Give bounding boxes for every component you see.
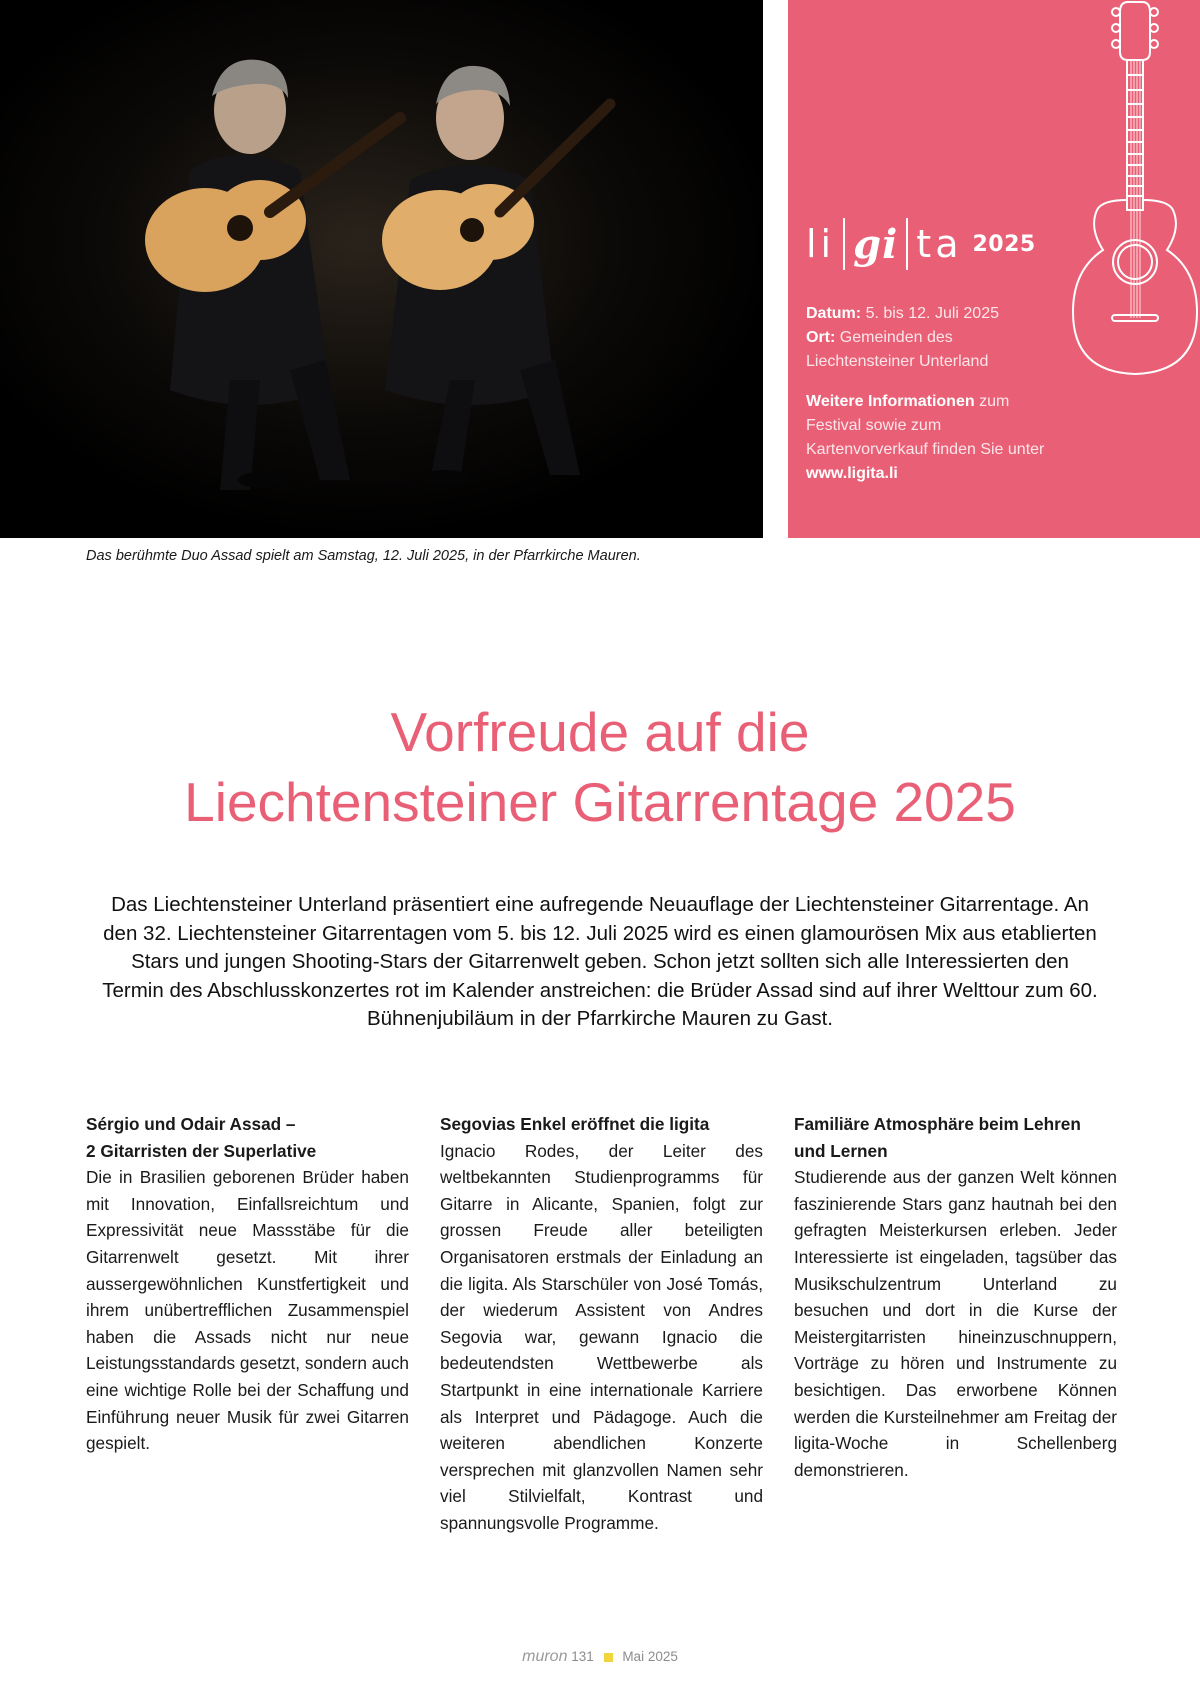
- article-column-1: [86, 1111, 409, 1457]
- column-heading: [794, 1111, 1117, 1164]
- issue-date: Mai 2025: [622, 1649, 678, 1664]
- more-info-label: Weitere Informationen: [806, 393, 975, 410]
- logo-divider: [843, 218, 845, 270]
- logo-part-ta: ta: [916, 222, 963, 266]
- duo-photo: [0, 0, 763, 538]
- article-column-3: [794, 1111, 1117, 1483]
- place-label: Ort:: [806, 329, 836, 346]
- guitar-outline-icon: [1070, 0, 1200, 400]
- page-footer: [0, 1648, 1200, 1666]
- page-title: [0, 697, 1200, 837]
- website-link[interactable]: www.ligita.li: [806, 465, 898, 482]
- column-heading-line-2: 2 Gitarristen der Superlative: [86, 1140, 317, 1161]
- column-heading-line-1: Sérgio und Odair Assad –: [86, 1114, 296, 1134]
- logo-year: 2025: [972, 231, 1036, 257]
- column-body: Ignacio Rodes, der Leiter des weltbekannten Studienprogramms für Gitarre in Alicante, Spanien, folgt zur grossen Freude aller beteiligten Organisatoren erstmals der Einladung an die ligita. Als Starschüler von José Tomás, der wiederum Assistent von Andres Segovia war, gewann Ignacio die bedeutendsten Wettbewerbe als Startpunkt in eine internationale Karriere als Interpret und Pädagoge. Auch die weiteren abendlichen Konzerte versprechen mit glanzvollen Namen sehr viel Stilvielfalt, Kontrast und spannungsvolle Programme.: [440, 1140, 763, 1533]
- column-heading: [86, 1111, 409, 1164]
- yellow-square-icon: [604, 1653, 613, 1662]
- logo-part-li: li: [806, 222, 836, 266]
- festival-details: [806, 302, 1051, 502]
- ligita-logo: [806, 214, 1036, 274]
- more-info-text: zum Festival sowie zum Kartenvorverkauf finden Sie unter: [806, 393, 1045, 458]
- logo-divider: [906, 218, 908, 270]
- place-value: Gemeinden des Liechtensteiner Unterland: [806, 329, 989, 370]
- magazine-brand: muron: [522, 1648, 568, 1665]
- lead-paragraph: Das Liechtensteiner Unterland präsentiert eine aufregende Neuauflage der Liechtensteiner Gitarrentage. An den 32. Liechtensteiner Gitarrentagen vom 5. bis 12. Juli 2025 wird es einen glamourösen Mix aus etablierten Stars und jungen Shooting-Stars der Gitarrenwelt geben. Schon jetzt sollten sich alle Interessierten den Termin des Abschlusskonzertes rot im Kalender anstreichen: die Brüder Assad sind auf ihrer Welttour zum 60. Bühnenjubiläum in der Pfarrkirche Mauren zu Gast.: [102, 893, 1098, 1030]
- date-label: Datum:: [806, 305, 862, 322]
- column-heading-line-1: Familiäre Atmosphäre beim Lehren: [794, 1114, 1081, 1134]
- column-heading-line-2: und Lernen: [794, 1140, 888, 1161]
- photo-caption: Das berühmte Duo Assad spielt am Samstag, 12. Juli 2025, in der Pfarrkirche Mauren.: [86, 548, 641, 564]
- title-line-1: Vorfreude auf die: [390, 701, 810, 763]
- article-column-2: [440, 1111, 763, 1537]
- date-value: 5. bis 12. Juli 2025: [865, 305, 999, 322]
- column-heading: [440, 1111, 763, 1138]
- column-body: Studierende aus der ganzen Welt können faszinierende Stars ganz hautnah bei den gefragten Meisterkursen erleben. Jeder Interessierte ist eingeladen, tagsüber das Musikschulzentrum Unterland zu besuchen und dort in die Kurse der Meistergitarristen hineinzuschnuppern, Vorträge zu hören und Instrumente zu besichtigen. Das erworbene Können werden die Kursteilnehmer am Freitag der ligita-Woche in Schellenberg demonstrieren.: [794, 1167, 1117, 1480]
- column-heading-line-1: Segovias Enkel eröffnet die ligita: [440, 1114, 710, 1134]
- logo-part-gi: gi: [853, 220, 899, 268]
- festival-info-box: [788, 0, 1200, 538]
- issue-number: 131: [571, 1649, 594, 1664]
- title-line-2: Liechtensteiner Gitarrentage 2025: [184, 771, 1016, 833]
- duo-illustration: [0, 0, 763, 538]
- column-body: Die in Brasilien geborenen Brüder haben mit Innovation, Einfallsreichtum und Expressivität neue Massstäbe für die Gitarrenwelt gesetzt. Mit ihrer aussergewöhnlichen Kunstfertigkeit und ihrem unübertrefflichen Zusammenspiel haben die Assads nicht nur neue Leistungsstandards gesetzt, sondern auch eine wichtige Rolle bei der Schaffung und Einführung neuer Musik für zwei Gitarren gespielt.: [86, 1167, 409, 1454]
